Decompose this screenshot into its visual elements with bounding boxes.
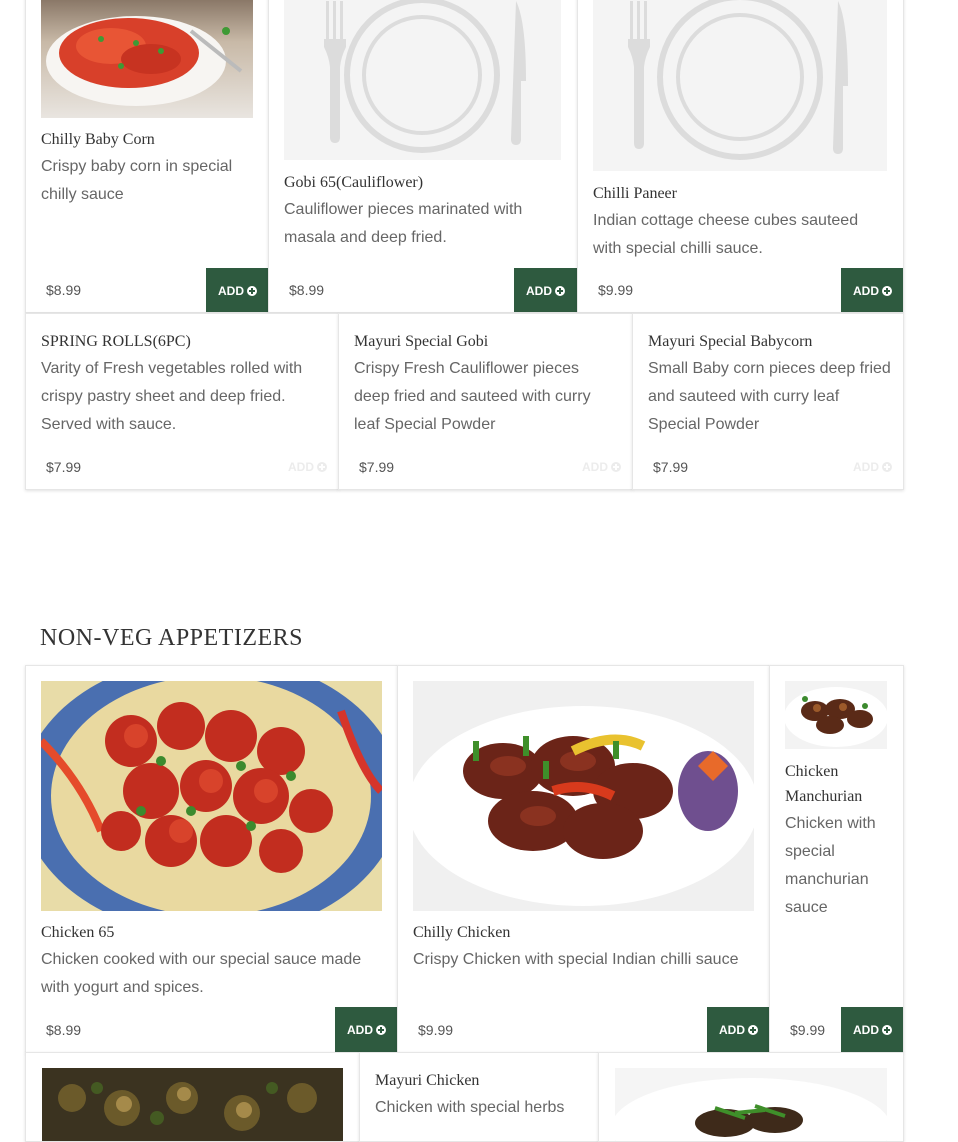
item-description: Chicken with special manchurian sauce [785,815,876,916]
item-price: $7.99 [653,459,689,475]
chilly-chicken-image [413,681,754,911]
add-label: ADD [218,284,244,298]
add-label: ADD [582,460,608,474]
item-description: Crispy Fresh Cauliflower pieces deep fried and sauteed with curry leaf Special Powder [354,360,591,433]
item-description: Crispy baby corn in special chilly sauce [41,158,233,203]
plus-circle-icon [882,462,892,472]
chicken-manchurian-image [785,681,887,749]
item-price: $9.99 [598,282,634,298]
item-title: Mayuri Special Gobi [354,333,489,350]
food-image [615,1068,887,1142]
item-price: $8.99 [46,282,82,298]
item-title: Mayuri Chicken [375,1072,480,1089]
item-title: Chicken 65 [41,924,115,941]
section-title-non-veg-appetizers: NON-VEG APPETIZERS [40,625,304,651]
plus-circle-icon [376,1025,386,1035]
item-title: Chilly Baby Corn [41,131,155,148]
item-description: Cauliflower pieces marinated with masala and deep fried. [284,201,523,246]
add-button[interactable] [853,460,892,474]
add-button[interactable] [582,460,621,474]
plate-fork-knife-icon [284,0,561,160]
add-button[interactable] [335,1007,398,1053]
add-button[interactable] [841,268,904,313]
plus-circle-icon [555,286,565,296]
add-label: ADD [853,1023,879,1037]
menu-card-partial-left [25,1052,360,1142]
item-title: Mayuri Special Babycorn [648,333,813,350]
add-label: ADD [288,460,314,474]
plus-circle-icon [317,462,327,472]
add-button[interactable] [514,268,577,313]
menu-card-chicken-65 [25,665,398,1053]
add-label: ADD [526,284,552,298]
menu-card-mayuri-chicken [359,1052,599,1142]
menu-card-chilly-baby-corn [25,0,269,313]
menu-card-chicken-manchurian [769,665,904,1053]
add-label: ADD [719,1023,745,1037]
menu-card-gobi-65 [268,0,578,313]
item-description: Small Baby corn pieces deep fried and sauteed with curry leaf Special Powder [648,360,891,433]
item-title: Chicken Manchurian [785,763,863,805]
add-label: ADD [853,284,879,298]
menu-card-spring-rolls [25,313,339,490]
add-button[interactable] [707,1007,770,1053]
chilly-baby-corn-image [41,0,253,118]
item-title: SPRING ROLLS(6PC) [41,333,191,350]
item-price: $7.99 [46,459,82,475]
add-button[interactable] [206,268,269,313]
plus-circle-icon [882,286,892,296]
item-price: $9.99 [790,1022,826,1038]
menu-card-mayuri-special-babycorn [632,313,904,490]
plus-circle-icon [882,1025,892,1035]
menu-card-partial-right [598,1052,904,1142]
item-description: Indian cottage cheese cubes sauteed with special chilli sauce. [593,212,859,257]
item-title: Chilly Chicken [413,924,511,941]
chicken-65-image [41,681,382,911]
add-button[interactable] [288,460,327,474]
menu-card-chilly-chicken [397,665,770,1053]
plus-circle-icon [748,1025,758,1035]
item-description: Chicken with special herbs [375,1099,565,1116]
add-label: ADD [347,1023,373,1037]
add-button[interactable] [841,1007,904,1053]
food-image [42,1068,343,1142]
item-description: Varity of Fresh vegetables rolled with crispy pastry sheet and deep fried. Served with sauce. [41,360,303,433]
plus-circle-icon [247,286,257,296]
item-price: $8.99 [289,282,325,298]
item-title: Gobi 65(Cauliflower) [284,174,424,191]
add-label: ADD [853,460,879,474]
menu-card-mayuri-special-gobi [338,313,633,490]
item-price: $8.99 [46,1022,82,1038]
plus-circle-icon [611,462,621,472]
plate-fork-knife-icon [593,0,887,171]
item-description: Crispy Chicken with special Indian chilli sauce [413,951,739,968]
item-description: Chicken cooked with our special sauce made with yogurt and spices. [41,951,362,996]
item-price: $9.99 [418,1022,454,1038]
item-title: Chilli Paneer [593,185,677,202]
item-price: $7.99 [359,459,395,475]
menu-card-chilli-paneer [577,0,904,313]
